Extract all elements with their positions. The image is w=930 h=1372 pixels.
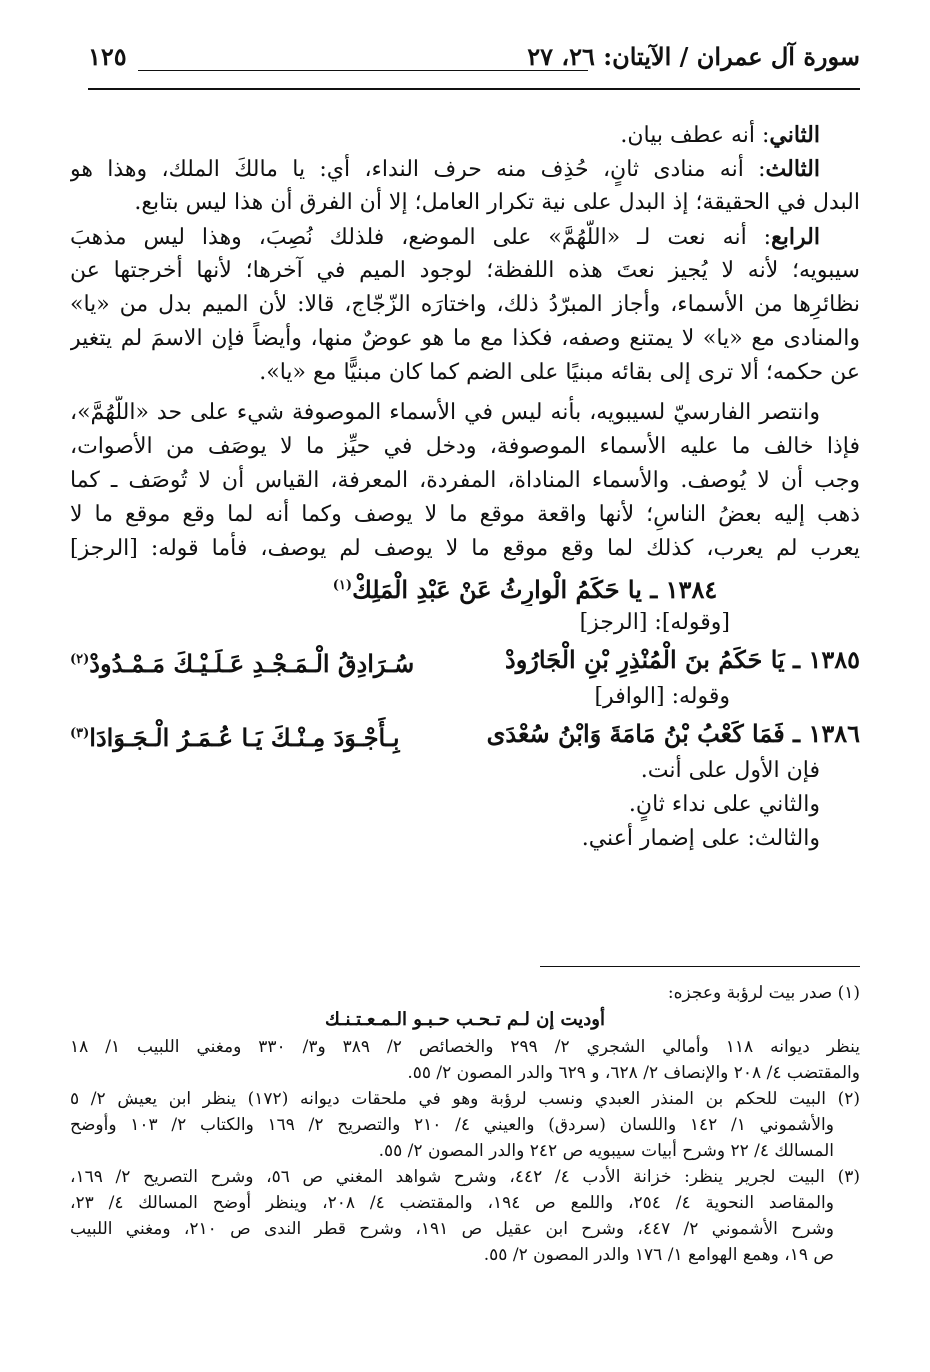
running-header xyxy=(88,36,860,88)
footnotes xyxy=(70,980,860,1268)
verse-1385 xyxy=(70,640,860,680)
text-line: البدل في الحقيقة؛ إذ البدل على نية تكرار العامل؛ إلا أن الفرق أن هذا ليس بتابع. xyxy=(134,190,860,215)
text-line: عن حكمه؛ ألا ترى إلى بقائه مبنيًا على الضم كما كان مبنيًّا مع «يا». xyxy=(259,360,860,385)
footnote-line: ينظر ديوانه ١١٨ وأمالي الشجري ٢/ ٢٩٩ والخصائص ٢/ ٣٨٩ و٣/ ٣٣٠ ومغني اللبيب ١/ ١٨ xyxy=(70,1037,860,1057)
footnote-line: (١) صدر بيت لرؤبة وعجزه: xyxy=(667,983,860,1003)
closing-line: والثاني على نداء ثانٍ. xyxy=(628,792,820,817)
meter-label: [وقوله]: [الرجز] xyxy=(579,610,730,635)
footnote-ref: (٢) xyxy=(70,652,90,667)
verse-text: ١٣٨٤ ـ يا حَكَمُ الْوارِثُ عَنْ عَبْدِ الْمَلِكْ xyxy=(352,575,718,604)
text-line: وانتصر الفارسيّ لسيبويه، بأنه ليس في الأسماء الموصوفة شيء على حد «اللَّهُمَّ»، xyxy=(70,400,820,425)
text-line: نظائرِها من الأسماء، وأجاز المبرّدُ ذلك، واختارَه الزّجّاج، قالا: لأن الميم بدل من «يا» xyxy=(70,292,860,317)
text-line: ذهب إليه بعضُ الناسِ؛ لأنها واقعة موقع ما لا يوصف وكما أنه لما وقع موقع ما لا xyxy=(70,502,860,527)
verse-second-hemistich xyxy=(70,714,400,754)
footnote-line: ص ١٩، وهمع الهوامع ١/ ١٧٦ والدر المصون ٢/ ٥٥. xyxy=(483,1245,834,1265)
line-text: : أنه نعت لـ «اللَّهُمَّ» على الموضع، فلذلك نُصِبَ، وهذا ليس مذهبَ xyxy=(70,225,772,250)
header-leader-rule xyxy=(138,70,588,71)
paragraph-intasar xyxy=(70,396,860,566)
footnote-ref: (٣) xyxy=(70,726,90,741)
text-line: يعرب لم يعرب، كذلك لما وقع موقع ما لا يوصف لم يوصف، فأما قوله: [الرجز] xyxy=(70,536,860,561)
verse-1386 xyxy=(70,714,860,754)
footnote-line: وشرح الأشموني ٢/ ٤٤٧، وشرح ابن عقيل ص ١٩١، وشرح قطر الندى ص ٢١٠، ومغني اللبيب xyxy=(70,1219,835,1239)
verse-second-hemistich xyxy=(70,640,414,680)
footnote-line: (٢) البيت للحكم بن المنذر العبدي ونسب لرؤبة وهو في ملحقات ديوانه (١٧٢) ينظر ابن يعيش ٢/ ٥ xyxy=(70,1089,860,1109)
closing-line: والثالث: على إضمار أعني. xyxy=(581,826,820,851)
verse-1384 xyxy=(70,566,860,606)
footnote-ref: (١) xyxy=(332,578,353,593)
paragraph-thani xyxy=(70,118,860,152)
main-text xyxy=(70,118,860,856)
paragraph-lead: الرابع xyxy=(771,224,820,250)
verse-first-hemistich: ١٣٨٦ ـ فَمَا كَعْبُ بْنُ مَامَةَ وَابْنُ سُعْدَى xyxy=(486,719,860,748)
footnote-line: والأشموني ١/ ١٤٢ واللسان (سردق) والعيني ٤/ ٢١٠ والتصريح ٢/ ١٦٩ والكتاب ٢/ ١٠٣ وأوضح xyxy=(70,1115,834,1135)
text-line xyxy=(70,220,860,254)
text-line: فإذا خالف ما عليه الأسماء الموصوفة، ودخل في حيِّز ما لا يوصَف من الأصوات، xyxy=(70,434,860,459)
page-number: ١٢٥ xyxy=(88,42,127,71)
paragraph-lead: الثالث xyxy=(765,156,820,182)
footnote-1 xyxy=(70,980,860,1086)
paragraph-rabi xyxy=(70,220,860,390)
footnote-line: (٣) البيت لجرير ينظر: خزانة الأدب ٤/ ٤٤٢، وشرح شواهد المغني ص ٥٦، وشرح التصريح ٢/ ١٦٩، xyxy=(70,1167,860,1187)
footnote-separator xyxy=(540,966,860,967)
verse-first-hemistich: ١٣٨٥ ـ يَا حَكَمُ بنَ الْمُنْذِرِ بْنِ الْجَارُودْ xyxy=(505,645,860,674)
text-line: والمنادى مع «يا» لا يمتنع وصفه، فكذا مع ما هو عوضٌ منها، وأيضاً فإن الاسمَ لم يتغير xyxy=(70,326,860,351)
footnote-3 xyxy=(70,1164,860,1268)
footnote-2 xyxy=(70,1086,860,1164)
header-rule xyxy=(88,88,860,90)
text-line: وجب أن لا يُوصف. والأسماء المناداة، المفردة، المعرفة، القياس أن لا تُوصَف ـ كما xyxy=(70,468,860,493)
text-line xyxy=(70,152,860,186)
paragraph-lead: الثاني xyxy=(769,122,820,148)
footnote-line: والمقاصد النحوية ٤/ ٢٥٤، واللمع ص ١٩٤، والمقتضب ٤/ ٢٠٨، وينظر أوضح المسالك ٤/ ٢٣، xyxy=(70,1193,834,1213)
footnote-verse: أوديت إن لـم تـحـب حـبـو الـمـعـتـنـك xyxy=(325,1009,605,1030)
footnote-line: والمقتضب ٤/ ٢٠٨ والإنصاف ٢/ ٦٢٨، و ٦٢٩ والدر المصون ٢/ ٥٥. xyxy=(407,1063,860,1083)
text-line: سيبويه؛ لأنه لا يُجيز نعتَ هذه اللفظة؛ لوجود الميم في آخرها؛ لأنها أخرجتها عن xyxy=(70,258,860,283)
closing-line: فإن الأول على أنت. xyxy=(640,758,820,783)
paragraph-text: : أنه عطف بيان. xyxy=(620,123,770,148)
line-text: : أنه منادى ثانٍ، حُذِف منه حرف النداء، أي: يا مالكَ الملك، وهذا هو xyxy=(70,157,766,182)
footnote-line: المسالك ٤/ ٢٢ وشرح أبيات سيبويه ص ٢٤٢ والدر المصون ٢/ ٥٥. xyxy=(378,1141,834,1161)
meter-label: وقوله: [الوافر] xyxy=(594,684,730,709)
hemistich-text: سُـرَادِقُ الْـمَـجْـدِ عَـلَـيْـكَ مَـمْـدُودْ xyxy=(89,649,415,678)
header-title: سورة آل عمران / الآيتان: ٢٦، ٢٧ xyxy=(527,42,860,71)
paragraph-thalith xyxy=(70,152,860,220)
hemistich-text: بِـأَجْـوَدَ مِـنْـكَ يَـا عُـمَـرُ الْـجَـوَادَا xyxy=(89,723,400,752)
